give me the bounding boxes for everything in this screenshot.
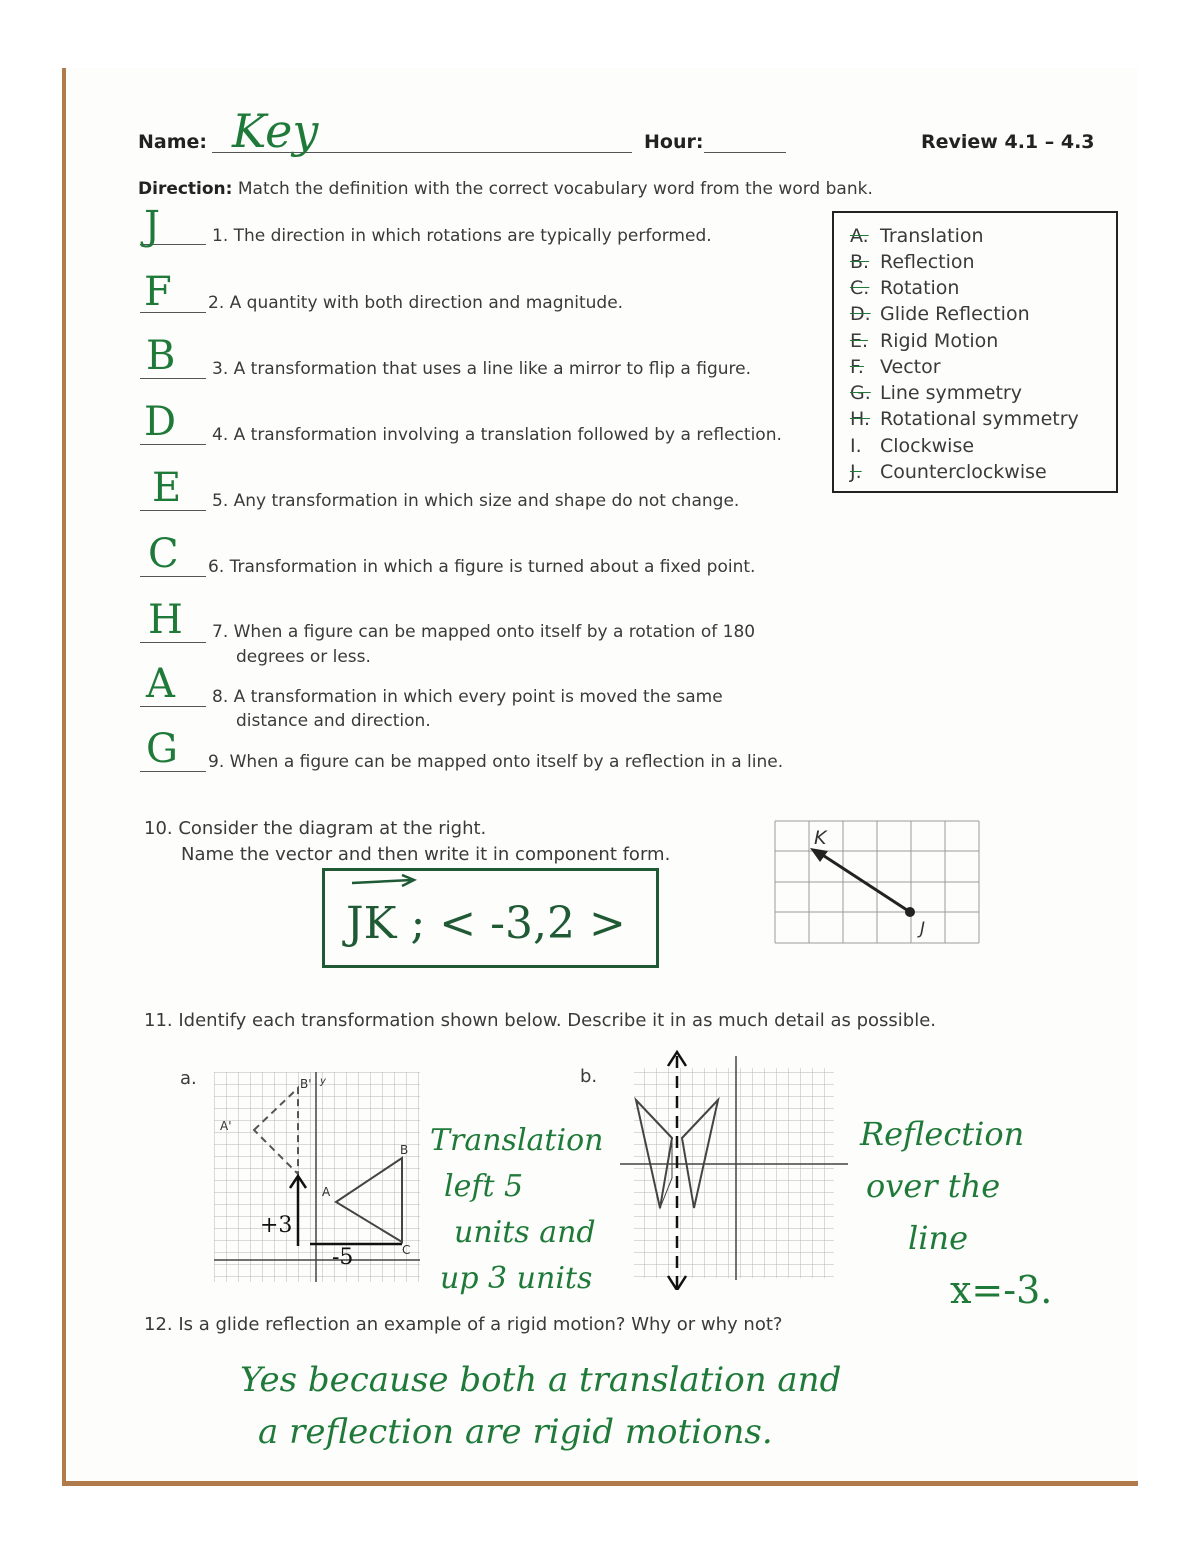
vector-arrow-mark xyxy=(350,874,420,888)
word-bank-item: B. Reflection xyxy=(850,251,975,273)
direction-label: Direction: xyxy=(138,179,233,199)
up-three-mark: +3 xyxy=(260,1213,293,1238)
point-a-prime: A' xyxy=(220,1119,232,1133)
question-7-cont: degrees or less. xyxy=(236,647,371,667)
question-10-line2: Name the vector and then write it in component form. xyxy=(181,844,671,865)
hour-line xyxy=(704,152,786,153)
direction-line xyxy=(138,179,873,199)
hour-label: Hour: xyxy=(644,131,704,153)
answer-2: F xyxy=(144,269,172,315)
word-bank-item: E. Rigid Motion xyxy=(850,330,999,352)
translation-graph xyxy=(214,1072,420,1282)
question-3: 3. A transformation that uses a line like a mirror to flip a figure. xyxy=(212,359,751,379)
answer-5: E xyxy=(152,465,182,511)
question-12: 12. Is a glide reflection an example of a rigid motion? Why or why not? xyxy=(144,1314,783,1335)
question-11: 11. Identify each transformation shown below. Describe it in as much detail as possible. xyxy=(144,1010,936,1031)
word-bank-item: J. Counterclockwise xyxy=(850,461,1047,483)
word-bank-item: A. Translation xyxy=(850,225,984,247)
answer-4: D xyxy=(144,399,177,445)
question-1: 1. The direction in which rotations are typically performed. xyxy=(212,226,712,246)
answer-11a: Translation left 5 units and up 3 units xyxy=(430,1123,604,1296)
vector-label-k: K xyxy=(814,827,827,849)
name-value: Key xyxy=(232,104,319,158)
answer-6: C xyxy=(148,531,179,577)
word-bank-item: F. Vector xyxy=(850,356,941,378)
question-6: 6. Transformation in which a figure is turned about a fixed point. xyxy=(208,557,756,577)
word-bank-item: G. Line symmetry xyxy=(850,382,1022,404)
y-axis-label: y xyxy=(320,1076,326,1087)
answer-11b: Reflection over the line x=-3. xyxy=(860,1115,1053,1312)
answer-12-line1: Yes because both a translation and xyxy=(240,1360,842,1400)
word-bank-item: I. Clockwise xyxy=(850,435,975,457)
word-bank-item: D. Glide Reflection xyxy=(850,303,1030,325)
word-bank xyxy=(832,211,1118,493)
question-10-line1: 10. Consider the diagram at the right. xyxy=(144,818,487,839)
question-5: 5. Any transformation in which size and shape do not change. xyxy=(212,491,740,511)
question-4: 4. A transformation involving a translation followed by a reflection. xyxy=(212,425,782,445)
vector-label-j: J xyxy=(920,919,926,939)
question-8-cont: distance and direction. xyxy=(236,711,431,731)
answer-10: JK ; < -3,2 > xyxy=(346,898,626,949)
left-five-mark: -5 xyxy=(332,1245,354,1270)
question-9: 9. When a figure can be mapped onto itself by a reflection in a line. xyxy=(208,752,784,772)
point-a: A xyxy=(322,1185,331,1199)
part-b-label: b. xyxy=(580,1066,598,1087)
part-a-label: a. xyxy=(180,1068,197,1089)
answer-9: G xyxy=(146,726,178,772)
answer-8: A xyxy=(146,661,175,707)
answer-12-line2: a reflection are rigid motions. xyxy=(258,1412,773,1452)
reflection-graph xyxy=(620,1048,848,1290)
direction-text: Match the definition with the correct vocabulary word from the word bank. xyxy=(237,179,873,199)
point-c: C xyxy=(402,1243,411,1257)
point-b-prime: B' xyxy=(300,1077,312,1091)
word-bank-item: H. Rotational symmetry xyxy=(850,408,1079,430)
vector-grid-diagram xyxy=(774,820,980,944)
question-8: 8. A transformation in which every point is moved the same xyxy=(212,687,723,707)
question-7: 7. When a figure can be mapped onto itself by a rotation of 180 xyxy=(212,622,756,642)
answer-1: J xyxy=(144,203,161,249)
word-bank-item: C. Rotation xyxy=(850,277,960,299)
question-2: 2. A quantity with both direction and magnitude. xyxy=(208,293,624,313)
point-b: B xyxy=(400,1143,409,1157)
answer-3: B xyxy=(146,333,176,379)
answer-7: H xyxy=(148,597,183,643)
page-title: Review 4.1 – 4.3 xyxy=(921,131,1095,153)
name-label: Name: xyxy=(138,131,208,153)
